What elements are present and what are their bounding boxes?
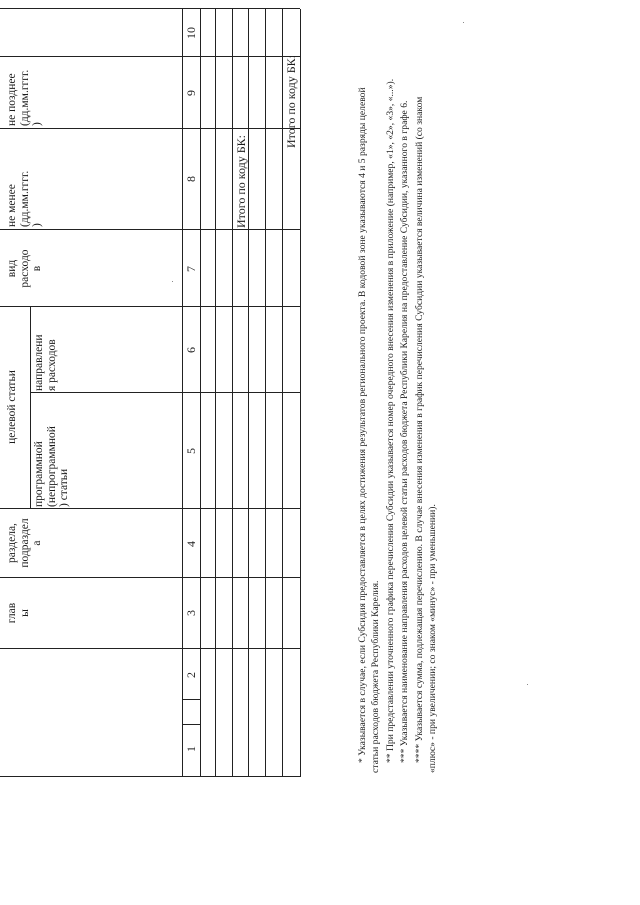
header-bottom-line	[182, 9, 183, 777]
scan-speck	[527, 684, 528, 685]
group-header-divider	[30, 307, 31, 509]
table-bottom-line	[300, 9, 301, 777]
header-target-article-group: целевой статьи	[6, 370, 18, 444]
column-number: 6	[184, 347, 198, 353]
footnote: *** Указывается наименование направления расходов целевой статьи расходов бюджета Республики Карелия на предоставление Субсидии, указанного в графе 6.	[399, 100, 411, 763]
scan-speck	[172, 281, 173, 282]
header-expense-type: вид расходо в	[6, 249, 43, 288]
column-number: 4	[184, 541, 198, 547]
row-divider	[248, 9, 249, 777]
column-number: 9	[184, 90, 198, 96]
cell-stub	[182, 724, 200, 725]
header-program-article: программной (непрограммной ) статьи	[33, 426, 70, 507]
header-section: раздела, подраздел а	[6, 518, 43, 568]
column-number: 2	[184, 672, 198, 678]
scan-speck	[463, 22, 464, 23]
cell-stub	[182, 699, 200, 700]
header-expense-direction: направлени я расходов	[33, 334, 58, 391]
total-by-bk-code: Итого по коду БК:	[284, 54, 298, 148]
column-divider	[0, 128, 300, 129]
footnote: * Указывается в случае, если Субсидия предоставляется в целях достижения результатов регионального проекта. В кодовой зоне указываются 4 и 5 разряды целевой статьи расходов бюджета Республики Карелия.	[357, 87, 381, 773]
table-border-left	[0, 776, 300, 777]
footnotes	[357, 73, 442, 773]
row-divider	[200, 9, 201, 777]
footnote: ** При представлении уточненного графика перечисления Субсидии указывается номер очередного внесения изменения в приложение (например, «1», «2», «3», «...»).	[384, 78, 396, 763]
column-divider	[0, 56, 300, 57]
column-number: 8	[184, 176, 198, 182]
column-divider	[0, 229, 300, 230]
column-number: 10	[184, 27, 198, 39]
column-number: 7	[184, 266, 198, 272]
row-divider	[282, 9, 283, 777]
column-divider	[0, 648, 300, 649]
column-divider	[30, 392, 300, 393]
column-divider	[0, 577, 300, 578]
column-number: 1	[184, 746, 198, 752]
table-border-right	[0, 8, 300, 9]
column-number: 5	[184, 448, 198, 454]
column-divider	[0, 508, 300, 509]
row-divider	[232, 9, 233, 777]
row-divider	[265, 9, 266, 777]
row-divider	[215, 9, 216, 777]
footnote: **** Указывается сумма, подлежащая перечислению. В случае внесения изменения в график перечисления Субсидии указывается величина изменений (со знаком «плюс» - при увеличении; со знаком «минус» - при уменьшении).	[414, 96, 438, 773]
column-number: 3	[184, 610, 198, 616]
total-by-bk-code: Итого по коду БК:	[234, 134, 248, 228]
header-not-later: не позднее (дд.мм.гггг. )	[6, 69, 43, 126]
header-chapter: глав ы	[6, 602, 31, 624]
header-not-earlier: не менее (дд.мм.гггг. )	[6, 170, 43, 227]
